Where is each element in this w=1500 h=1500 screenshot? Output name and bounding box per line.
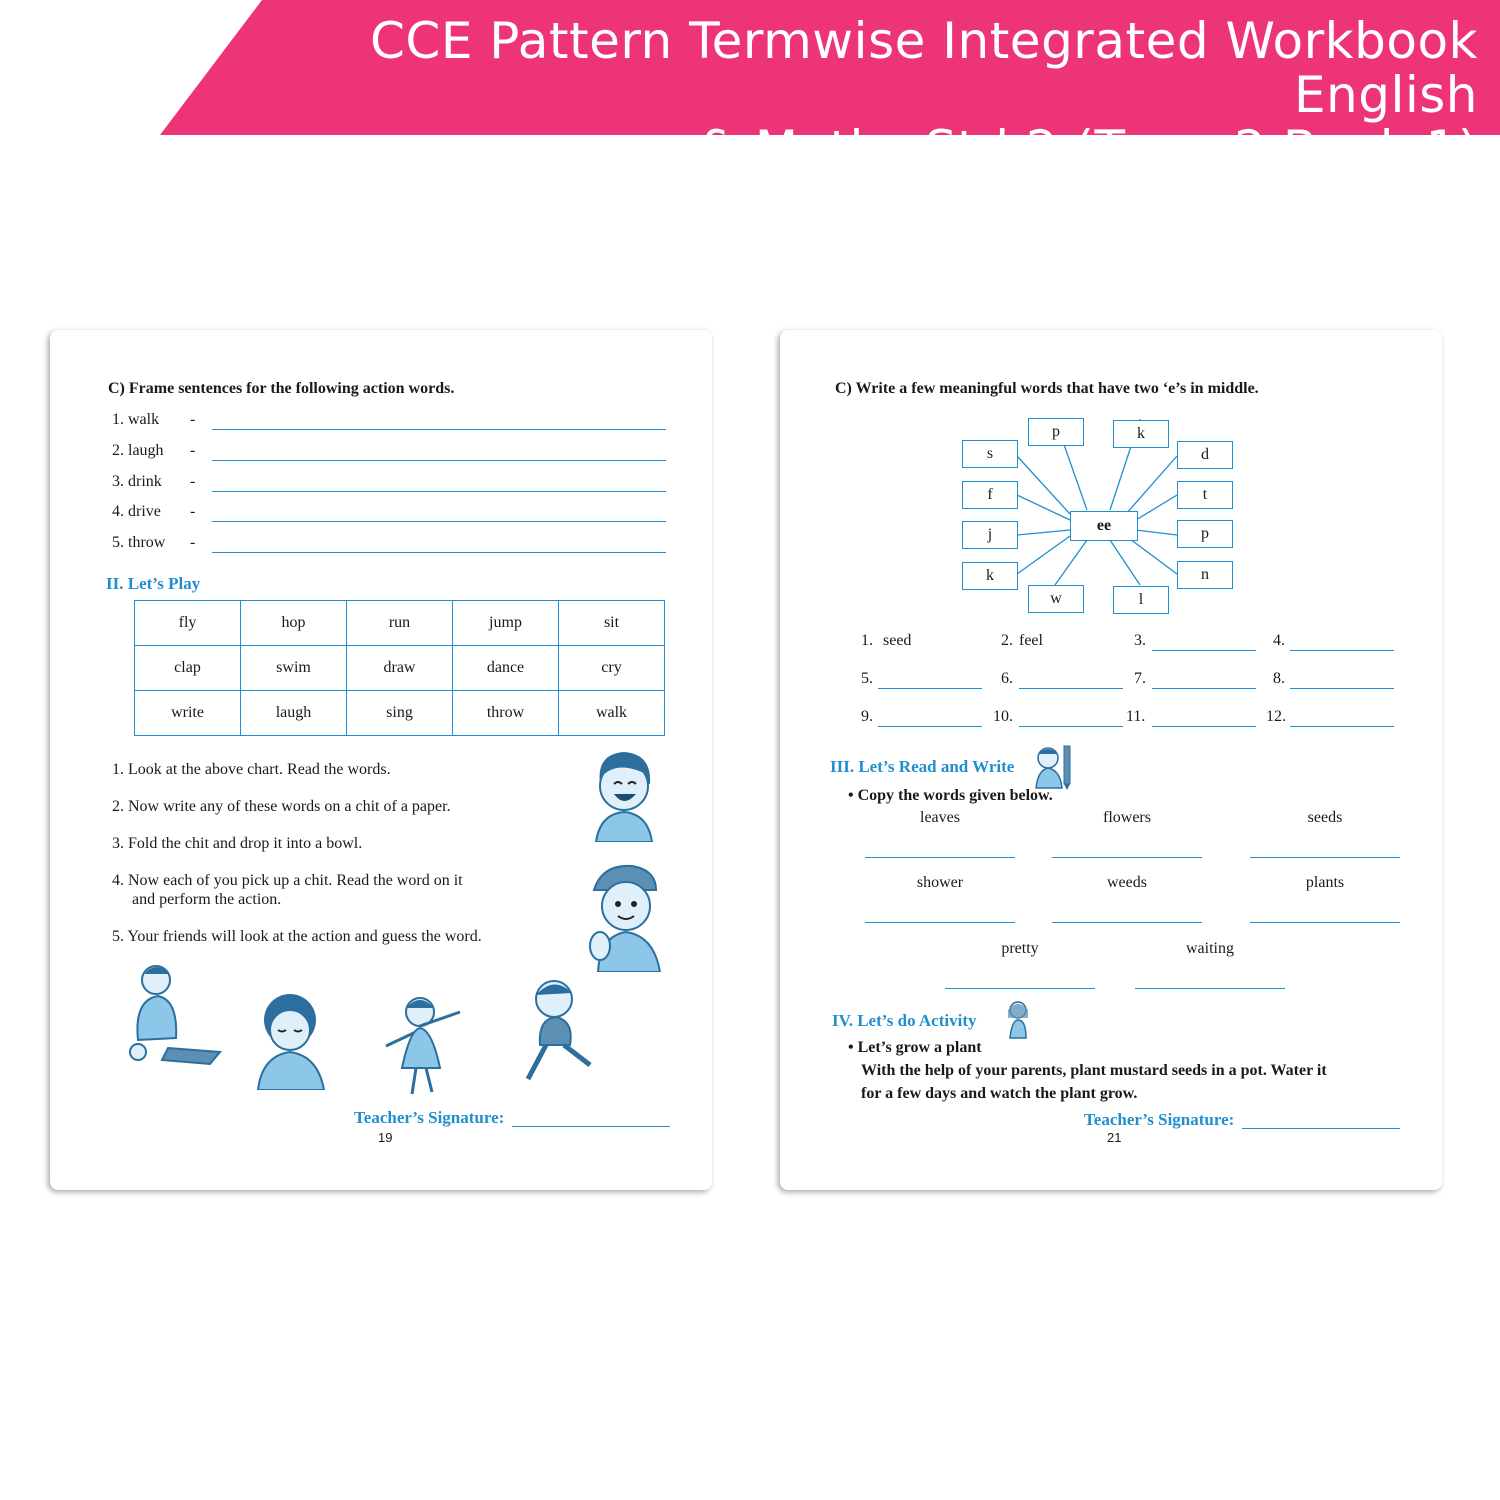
answer-number: 1. [861, 632, 873, 649]
grid-cell: fly [135, 601, 241, 646]
grid-cell: clap [135, 646, 241, 691]
action-word-item: 5. throw [112, 534, 166, 551]
activity-text-line: With the help of your parents, plant mustard seeds in a pot. Water it [861, 1062, 1327, 1079]
running-boy-illustration [512, 975, 598, 1091]
answer-line[interactable] [1019, 726, 1123, 727]
action-word-item: 4. drive [112, 503, 161, 520]
grid-cell: sit [559, 601, 665, 646]
clapping-boy-illustration [580, 860, 670, 972]
grid-cell: cry [559, 646, 665, 691]
grid-cell: run [347, 601, 453, 646]
crying-child-illustration [250, 990, 332, 1090]
dash: - [190, 473, 196, 490]
copy-word: flowers [1103, 809, 1151, 826]
letter-box-n: n [1177, 561, 1233, 589]
copy-word: waiting [1186, 940, 1234, 957]
answer-number: 11. [1126, 708, 1146, 725]
child-with-pencil-icon [1030, 742, 1076, 790]
copy-instruction: • Copy the words given below. [848, 787, 1053, 804]
letter-box-j: j [962, 521, 1018, 549]
answer-line[interactable] [1290, 650, 1394, 651]
answer-number: 6. [1001, 670, 1013, 687]
letter-box-w: w [1028, 585, 1084, 613]
signature-line[interactable] [1242, 1128, 1400, 1129]
grid-cell: walk [559, 691, 665, 736]
answer-line[interactable] [1019, 688, 1123, 689]
letter-box-l: l [1113, 586, 1169, 614]
dash: - [190, 503, 196, 520]
painting-child-illustration [108, 960, 226, 1072]
letter-box-p: p [1177, 520, 1233, 548]
copy-word: pretty [1001, 940, 1039, 957]
copy-word: weeds [1107, 874, 1147, 891]
copy-answer-line[interactable] [1135, 988, 1285, 989]
letter-box-t: t [1177, 481, 1233, 509]
answer-line[interactable] [878, 726, 982, 727]
answer-number: 2. [1001, 632, 1013, 649]
instruction-step: 2. Now write any of these words on a chit of a paper. [112, 798, 451, 815]
answer-line[interactable] [1152, 650, 1256, 651]
activity-text-line: for a few days and watch the plant grow. [861, 1085, 1138, 1102]
copy-answer-line[interactable] [865, 857, 1015, 858]
letter-box-d: d [1177, 441, 1233, 469]
dash: - [190, 411, 196, 428]
play-word-grid [134, 600, 665, 736]
answer-number: 8. [1273, 670, 1285, 687]
workbook-page-right [780, 330, 1442, 1190]
answer-number: 12. [1266, 708, 1286, 725]
copy-answer-line[interactable] [1250, 922, 1400, 923]
title-banner [0, 0, 1500, 178]
grid-row [135, 646, 665, 691]
section-ii-title: II. Let’s Play [106, 574, 201, 593]
letter-box-p: p [1028, 418, 1084, 446]
copy-answer-line[interactable] [865, 922, 1015, 923]
action-word-item: 1. walk [112, 411, 160, 428]
grid-cell: jump [453, 601, 559, 646]
grid-cell: throw [453, 691, 559, 736]
answer-number: 4. [1273, 632, 1285, 649]
laughing-boy-illustration [588, 746, 660, 842]
instruction-step: 5. Your friends will look at the action and guess the word. [112, 928, 482, 945]
center-letters-box: ee [1070, 511, 1138, 541]
grid-cell: swim [241, 646, 347, 691]
instruction-step: 4. Now each of you pick up a chit. Read the word on it [112, 872, 463, 889]
grid-cell: laugh [241, 691, 347, 736]
copy-answer-line[interactable] [1052, 857, 1202, 858]
sentence-answer-line[interactable] [212, 491, 666, 492]
letter-box-s: s [962, 440, 1018, 468]
grid-cell: draw [347, 646, 453, 691]
answer-number: 3. [1134, 632, 1146, 649]
answer-word: seed [883, 632, 912, 649]
section-iii-title: III. Let’s Read and Write [830, 757, 1015, 776]
copy-answer-line[interactable] [945, 988, 1095, 989]
signature-line[interactable] [512, 1126, 670, 1127]
copy-word: seeds [1307, 809, 1343, 826]
answer-line[interactable] [1290, 726, 1394, 727]
workbook-page-left [50, 330, 712, 1190]
answer-line[interactable] [1152, 726, 1256, 727]
sentence-answer-line[interactable] [212, 429, 666, 430]
page-number: 19 [378, 1130, 393, 1145]
teacher-signature-label: Teacher’s Signature: [354, 1108, 505, 1127]
banner-title-line-2: & Maths Std 2 (Term 2 Book 1) [698, 120, 1478, 178]
copy-answer-line[interactable] [1250, 857, 1400, 858]
answer-number: 10. [993, 708, 1013, 725]
instruction-step: 1. Look at the above chart. Read the words. [112, 761, 391, 778]
grid-row [135, 691, 665, 736]
letter-box-k: k [962, 562, 1018, 590]
activity-title: • Let’s grow a plant [848, 1039, 982, 1056]
answer-number: 7. [1134, 670, 1146, 687]
sentence-answer-line[interactable] [212, 552, 666, 553]
grid-cell: dance [453, 646, 559, 691]
sentence-answer-line[interactable] [212, 460, 666, 461]
ee-diagram-connectors [780, 330, 1442, 630]
section-c-title: C) Frame sentences for the following action words. [108, 380, 455, 397]
grid-cell: sing [347, 691, 453, 736]
dash: - [190, 442, 196, 459]
teacher-signature-label: Teacher’s Signature: [1084, 1110, 1235, 1129]
answer-line[interactable] [1290, 688, 1394, 689]
grid-row [135, 601, 665, 646]
section-iv-title: IV. Let’s do Activity [832, 1011, 977, 1030]
grid-cell: hop [241, 601, 347, 646]
copy-answer-line[interactable] [1052, 922, 1202, 923]
answer-word: feel [1019, 632, 1043, 649]
instruction-step: 3. Fold the chit and drop it into a bowl. [112, 835, 363, 852]
copy-word: leaves [920, 809, 960, 826]
page-number: 21 [1107, 1130, 1122, 1145]
sentence-answer-line[interactable] [212, 521, 666, 522]
instruction-step-continued: and perform the action. [132, 891, 282, 908]
letter-box-k: k [1113, 420, 1169, 448]
answer-line[interactable] [1152, 688, 1256, 689]
banner-title-line-1: CCE Pattern Termwise Integrated Workbook English [370, 12, 1478, 124]
action-word-item: 2. laugh [112, 442, 164, 459]
copy-word: shower [916, 874, 964, 891]
action-word-item: 3. drink [112, 473, 162, 490]
copy-word: plants [1305, 874, 1345, 891]
girl-icon [1004, 1000, 1032, 1042]
banner-title [178, 14, 1478, 176]
answer-line[interactable] [878, 688, 982, 689]
answer-number: 5. [861, 670, 873, 687]
dash: - [190, 534, 196, 551]
dancing-girl-illustration [380, 990, 470, 1100]
letter-box-f: f [962, 481, 1018, 509]
section-c-title: C) Write a few meaningful words that have two ‘e’s in middle. [835, 380, 1259, 397]
grid-cell: write [135, 691, 241, 736]
answer-number: 9. [861, 708, 873, 725]
